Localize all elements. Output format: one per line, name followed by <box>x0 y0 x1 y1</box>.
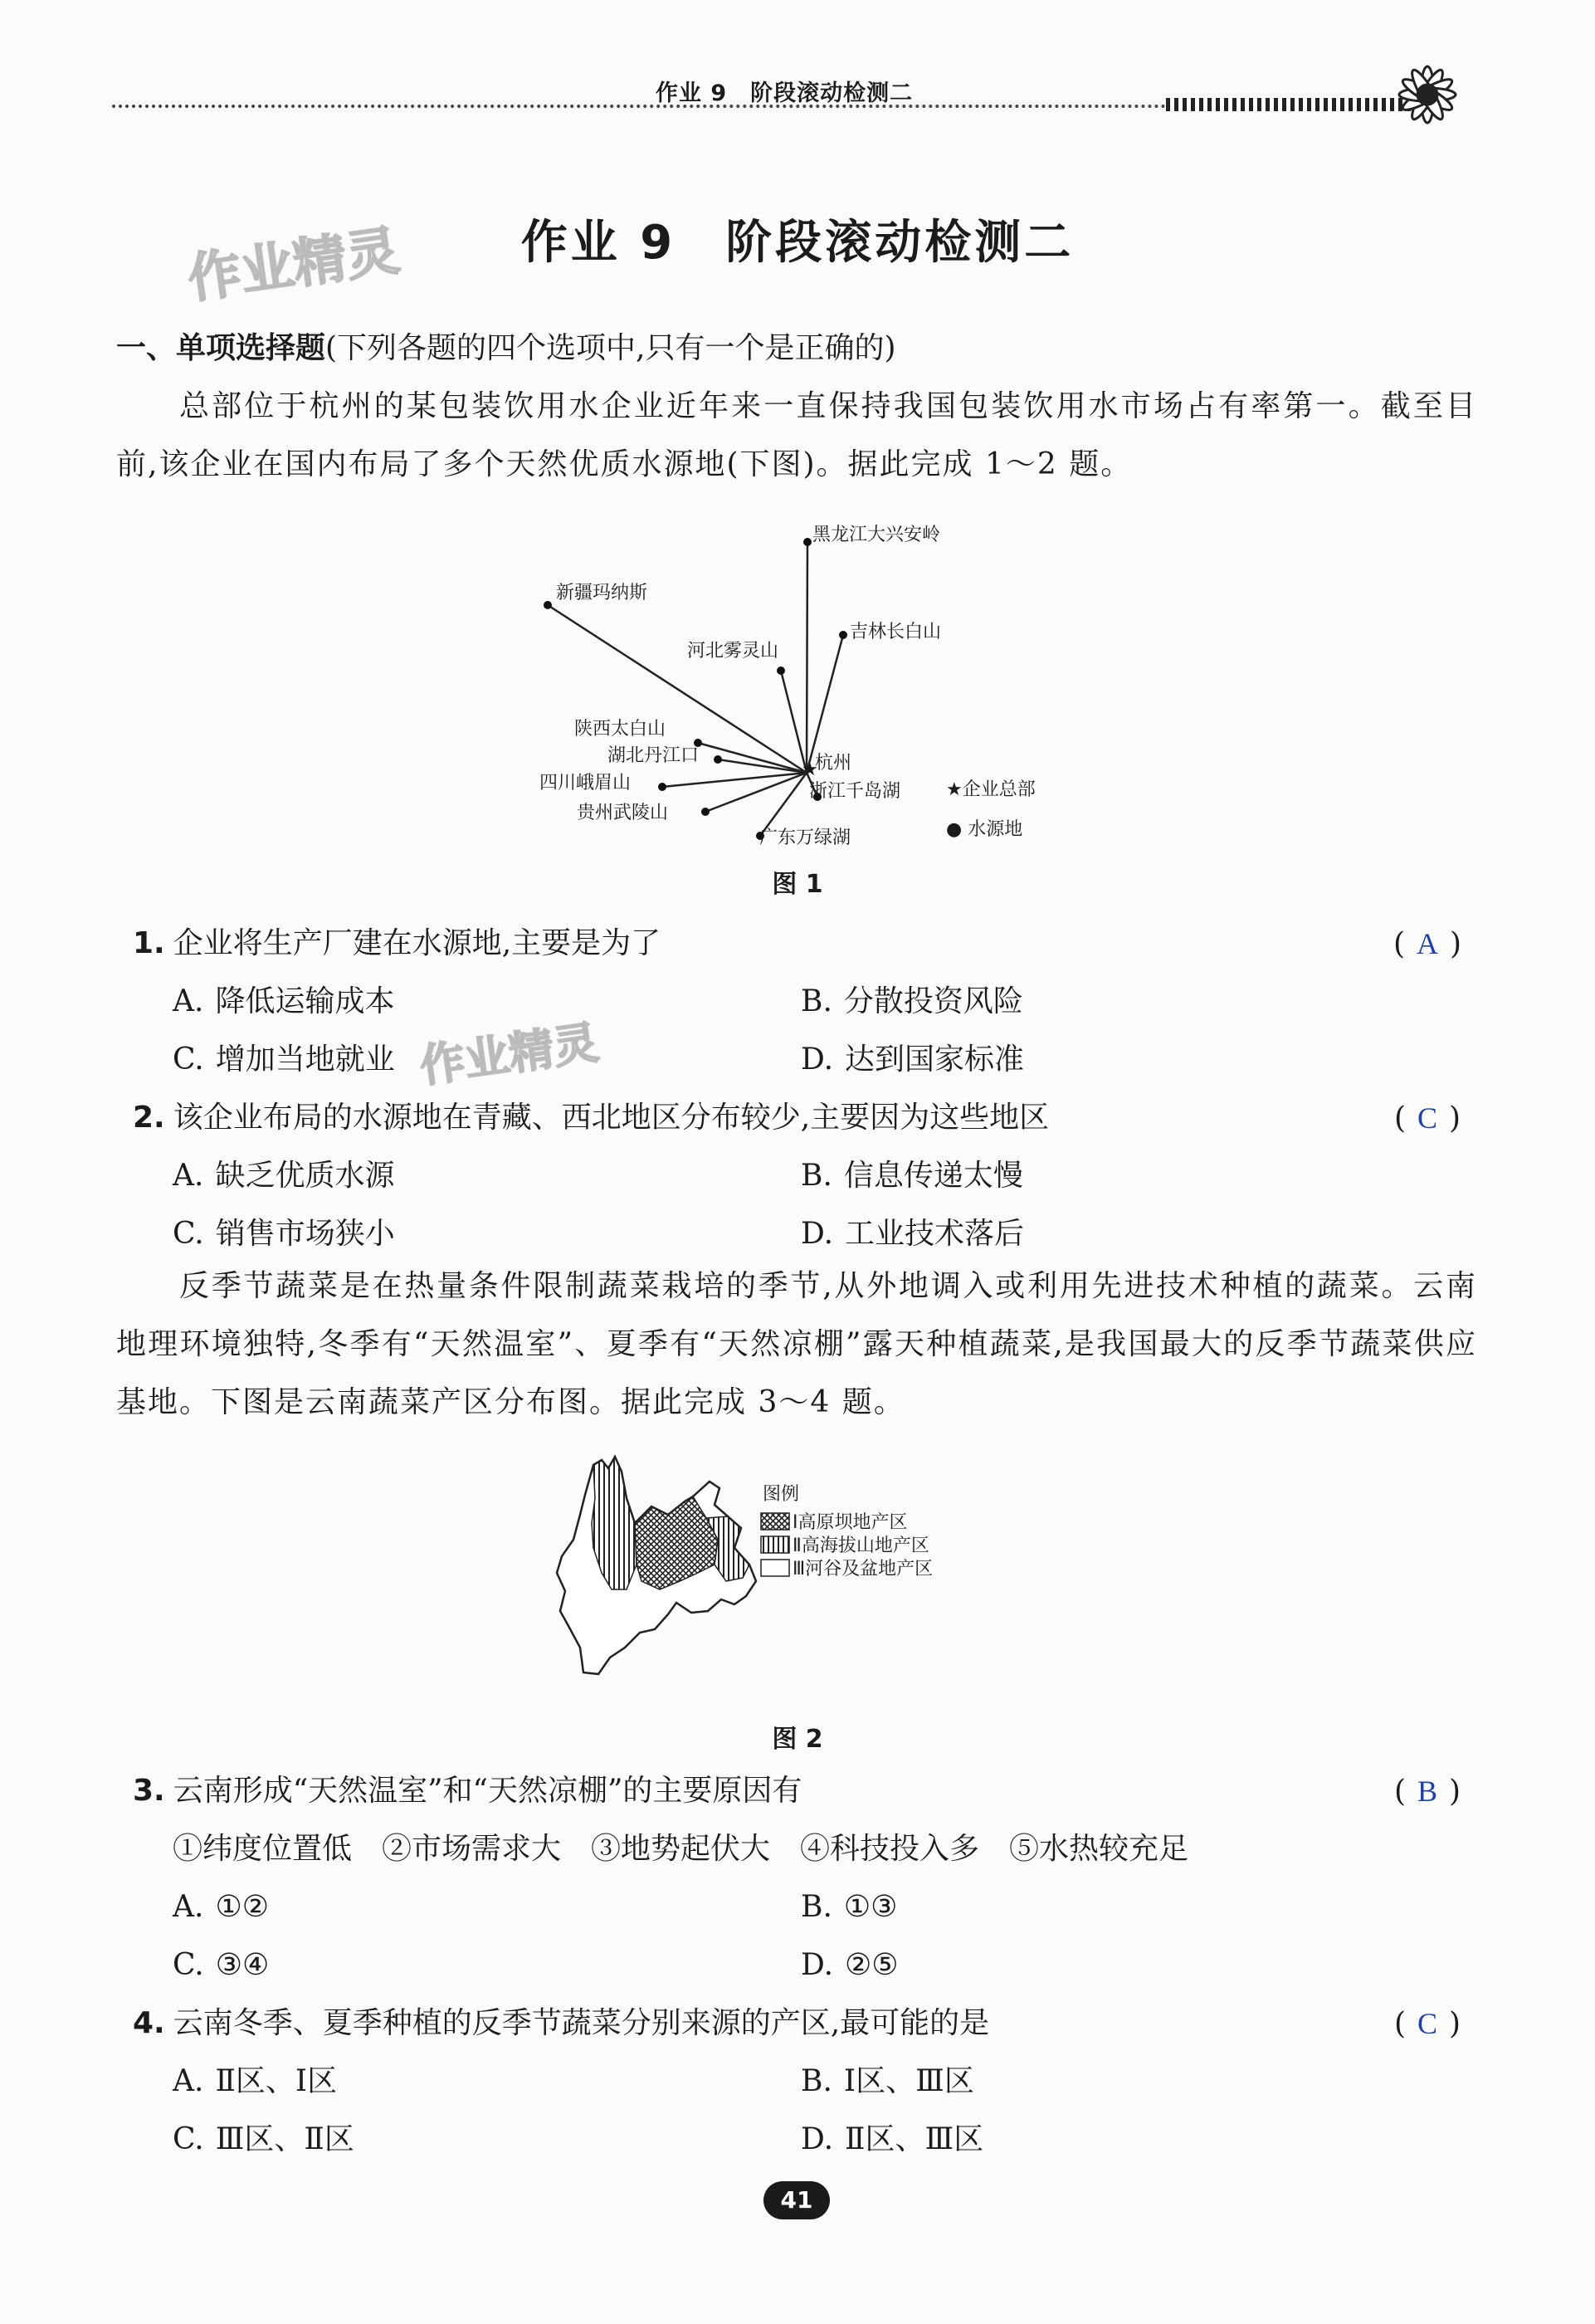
section-instruction: (下列各题的四个选项中,只有一个是正确的) <box>325 331 896 365</box>
option-b[interactable]: B. 分散投资风险 <box>801 984 1023 1018</box>
source-label: 新疆玛纳斯 <box>556 583 648 603</box>
answer-bracket: ( B ) <box>1393 1775 1461 1809</box>
hub-label: 杭州 <box>815 753 852 774</box>
figure-2-caption: 图 2 <box>772 1725 823 1754</box>
option-d[interactable]: D. 工业技术落后 <box>801 1217 1025 1251</box>
figure-1-caption: 图 1 <box>772 870 823 899</box>
legend-swatch-i <box>761 1513 789 1530</box>
option-a[interactable]: A. 降低运输成本 <box>173 984 395 1018</box>
question-text: 云南冬季、夏季种植的反季节蔬菜分别来源的产区,最可能的是 <box>173 2006 990 2040</box>
option-b[interactable]: B. ①③ <box>801 1890 898 1924</box>
option-b[interactable]: B. 信息传递太慢 <box>801 1159 1023 1193</box>
option-c[interactable]: C. Ⅲ区、Ⅱ区 <box>173 2122 354 2156</box>
flower-icon <box>1378 53 1477 136</box>
legend-item: Ⅲ河谷及盆地产区 <box>793 1559 934 1579</box>
option-c[interactable]: C. 销售市场狭小 <box>173 1217 395 1251</box>
source-label: 贵州武陵山 <box>577 803 669 823</box>
section-heading <box>116 320 896 378</box>
source-label: 四川峨眉山 <box>539 773 632 793</box>
question-3-stem <box>133 1766 802 1816</box>
option-b[interactable]: B. Ⅰ区、Ⅲ区 <box>801 2064 974 2098</box>
watermark: 作业精灵 <box>417 1016 602 1093</box>
option-a[interactable]: A. ①② <box>173 1890 269 1924</box>
legend-title: 图例 <box>763 1484 800 1505</box>
source-label: 吉林长白山 <box>850 622 942 642</box>
legend-swatch-iii <box>761 1560 789 1576</box>
legend-hq: ★企业总部 <box>946 779 1036 800</box>
source-label: 河北雾灵山 <box>687 641 779 662</box>
option-a[interactable]: A. 缺乏优质水源 <box>173 1159 395 1193</box>
section-heading-label: 一、单项选择题 <box>116 331 326 365</box>
question-text: 云南形成“天然温室”和“天然凉棚”的主要原因有 <box>173 1774 802 1808</box>
question-4-stem <box>133 1999 989 2048</box>
answer-letter: C <box>1417 1101 1437 1135</box>
option-c[interactable]: C. ③④ <box>173 1948 270 1982</box>
option-a[interactable]: A. Ⅱ区、Ⅰ区 <box>173 2064 338 2098</box>
option-c[interactable]: C. 增加当地就业 <box>173 1042 395 1077</box>
running-header: 作业 9 阶段滚动检测二 <box>656 81 914 106</box>
answer-bracket: ( A ) <box>1393 927 1462 961</box>
legend-source: ● 水源地 <box>946 819 1023 840</box>
passage-2: 反季节蔬菜是在热量条件限制蔬菜栽培的季节,从外地调入或利用先进技术种植的蔬菜。云南地理环境独特,冬季有“天然温室”、夏季有“天然凉棚”露天种植蔬菜,是我国最大的反季节蔬菜供应基地。下图是云南蔬菜产区分布图。据此完成 3～4 题。 <box>116 1269 1477 1419</box>
legend-swatch-ii <box>761 1536 789 1553</box>
option-d[interactable]: D. 达到国家标准 <box>801 1042 1025 1077</box>
passage-1: 总部位于杭州的某包装饮用水企业近年来一直保持我国包装饮用水市场占有率第一。截至目前,该企业在国内布局了多个天然优质水源地(下图)。据此完成 1～2 题。 <box>116 389 1477 481</box>
source-label: 陕西太白山 <box>574 719 666 740</box>
question-text: 该企业布局的水源地在青藏、西北地区分布较少,主要因为这些地区 <box>173 1101 1050 1135</box>
header-rule <box>112 105 1166 108</box>
watermark: 作业精灵 <box>183 220 403 311</box>
question-1-stem <box>133 919 661 969</box>
answer-bracket: ( C ) <box>1393 2007 1461 2041</box>
question-number: 3. <box>133 1774 165 1808</box>
question-number: 2. <box>133 1101 165 1135</box>
answer-letter: C <box>1417 2007 1437 2040</box>
option-d[interactable]: D. Ⅱ区、Ⅲ区 <box>801 2122 984 2156</box>
answer-letter: A <box>1417 927 1438 960</box>
hub-star-icon: ★ <box>802 759 818 780</box>
source-label: 广东万绿湖 <box>759 828 851 848</box>
question-text: 企业将生产厂建在水源地,主要是为了 <box>173 926 661 960</box>
water-source-network-figure <box>531 519 1079 867</box>
question-number: 4. <box>133 2006 165 2040</box>
yunnan-vegetable-map <box>544 1448 1075 1714</box>
question-2-stem <box>133 1093 1049 1143</box>
question-3-items: ①纬度位置低 ②市场需求大 ③地势起伏大 ④科技投入多 ⑤水热较充足 <box>173 1832 1189 1866</box>
answer-letter: B <box>1417 1775 1437 1808</box>
source-label: 浙江千岛湖 <box>809 781 901 802</box>
question-number: 1. <box>133 926 165 960</box>
source-label: 湖北丹江口 <box>607 745 700 766</box>
option-d[interactable]: D. ②⑤ <box>801 1948 899 1982</box>
source-label: 黑龙江大兴安岭 <box>812 525 941 545</box>
answer-bracket: ( C ) <box>1393 1101 1461 1135</box>
legend-item: Ⅱ高海拔山地产区 <box>793 1536 929 1556</box>
page-number: 41 <box>763 2181 830 2219</box>
legend-item: Ⅰ高原坝地产区 <box>793 1512 908 1533</box>
page-title: 作业 9 阶段滚动检测二 <box>520 216 1075 270</box>
